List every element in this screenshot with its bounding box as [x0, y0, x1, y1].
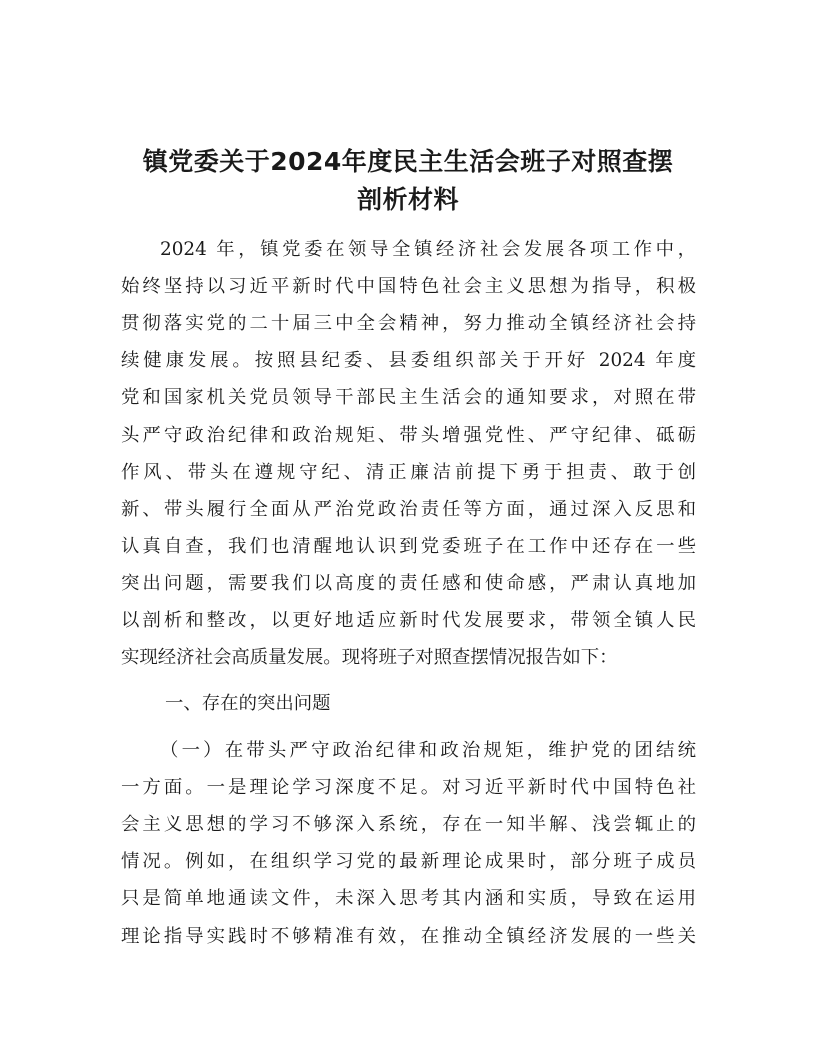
paragraph-line: 贯彻落实党的二十届三中全会精神，努力推动全镇经济社会持 — [121, 313, 696, 335]
document-title-line-2: 剖析材料 — [356, 185, 459, 214]
paragraph-line: 情况。例如，在组织学习党的最新理论成果时，部分班子成员 — [121, 851, 696, 873]
paragraph-line: 头严守政治纪律和政治规矩、带头增强党性、严守纪律、砥砺 — [121, 424, 696, 446]
paragraph-line: 只是简单地通读文件，未深入思考其内涵和实质，导致在运用 — [121, 888, 696, 910]
paragraph-line: （一）在带头严守政治纪律和政治规矩，维护党的团结统 — [160, 740, 696, 761]
document-title-line-1: 镇党委关于2024年度民主生活会班子对照查摆 — [142, 147, 674, 176]
paragraph-line: 一方面。一是理论学习深度不足。对习近平新时代中国特色社 — [121, 777, 696, 799]
paragraph-line: 认真自查，我们也清醒地认识到党委班子在工作中还存在一些 — [121, 535, 696, 557]
paragraph-line: 理论指导实践时不够精准有效，在推动全镇经济发展的一些关 — [121, 925, 696, 947]
paragraph-line: 党和国家机关党员领导干部民主生活会的通知要求，对照在带 — [121, 387, 696, 409]
paragraph-line: 续健康发展。按照县纪委、县委组织部关于开好 2024 年度 — [121, 350, 696, 372]
paragraph-line: 会主义思想的学习不够深入系统，存在一知半解、浅尝辄止的 — [121, 814, 696, 836]
paragraph-line: 新、带头履行全面从严治党政治责任等方面，通过深入反思和 — [121, 498, 696, 520]
paragraph-line: 实现经济社会高质量发展。现将班子对照查摆情况报告如下： — [121, 647, 618, 669]
paragraph-line: 作风、带头在遵规守纪、清正廉洁前提下勇于担责、敢于创 — [121, 461, 696, 483]
paragraph-line: 以剖析和整改，以更好地适应新时代发展要求，带领全镇人民 — [121, 610, 696, 631]
paragraph-line: 2024 年，镇党委在领导全镇经济社会发展各项工作中， — [160, 239, 696, 260]
paragraph-line: 突出问题，需要我们以高度的责任感和使命感，严肃认真地加 — [121, 572, 696, 594]
section-heading: 一、存在的突出问题 — [165, 693, 331, 714]
paragraph-line: 始终坚持以习近平新时代中国特色社会主义思想为指导，积极 — [121, 276, 696, 298]
